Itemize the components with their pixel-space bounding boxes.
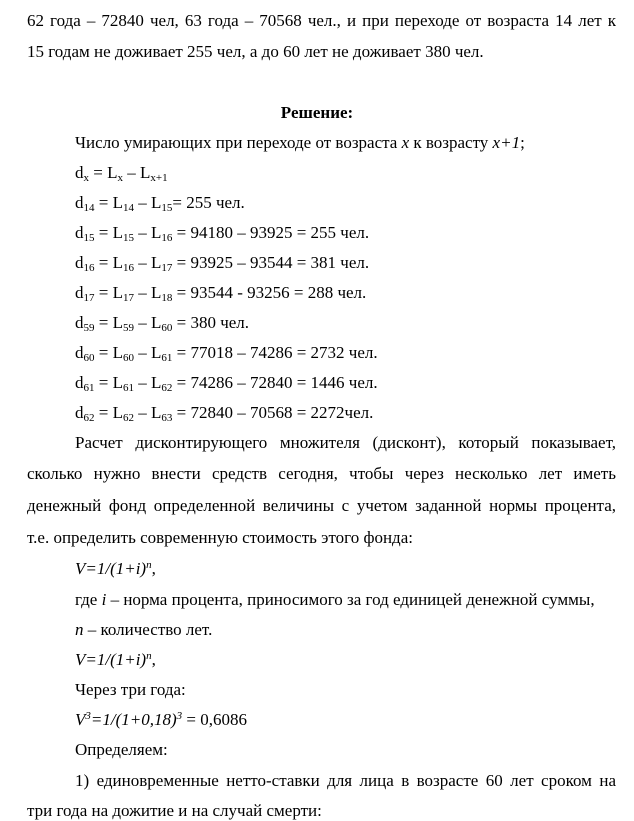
where-n: n – количество лет. (75, 620, 213, 639)
intro-line-1: 62 года – 72840 чел, 63 года – 70568 чел., и при переходе от возраста 14 лет к (27, 11, 616, 30)
v3-formula: $V^3=1/(1+0,18)^3 = 0,6086$ (75, 710, 247, 729)
item-1-line-1: 1) единовременные нетто-ставки для лица в возрасте 60 лет сроком на (75, 771, 616, 790)
formula-d14: $d_{14} = L_{14} - L_{15}= 255$ чел. (75, 193, 245, 214)
v-formula-repeat: $V=1/(1+i)^n$, (75, 650, 156, 669)
formula-d60: $d_{60} = L_{60} - L_{61} = 77018 - 74286 = 2732$ чел. (75, 343, 378, 364)
where-i: где i – норма процента, приносимого за год единицей денежной суммы, (75, 590, 595, 609)
determine-label: Определяем: (75, 740, 168, 759)
dying-definition: Число умирающих при переходе от возраста x к возрасту x+1; (75, 133, 525, 152)
discount-paragraph-line-4: т.е. определить современную стоимость этого фонда: (27, 528, 413, 547)
discount-paragraph-line-1: Расчет дисконтирующего множителя (дисконт), который показывает, (75, 433, 616, 452)
v-formula: $V=1/(1+i)^n$, (75, 559, 156, 578)
formula-d16: $d_{16} = L_{16} - L_{17} = 93925 - 93544 = 381$ чел. (75, 253, 370, 274)
item-1-line-2: три года на дожитие и на случай смерти: (27, 801, 322, 820)
formula-d59: $d_{59} = L_{59} - L_{60} = 380$ чел. (75, 313, 250, 334)
intro-line-2: 15 годам не доживает 255 чел, а до 60 лет не доживает 380 чел. (27, 42, 484, 61)
formula-dx: $d_x = L_x - L_{x+1}$ (75, 163, 168, 184)
formula-d61: $d_{61} = L_{61} - L_{62} = 74286 - 72840 = 1446$ чел. (75, 373, 378, 394)
three-years-label: Через три года: (75, 680, 186, 699)
formula-d17: $d_{17} = L_{17} - L_{18} = 93544 - 93256 = 288$ чел. (75, 283, 367, 304)
formula-d15: $d_{15} = L_{15} - L_{16} = 94180 - 93925 = 255$ чел. (75, 223, 370, 244)
discount-paragraph-line-3: денежный фонд определенной величины с учетом заданной нормы процента, (27, 496, 616, 515)
formula-d62: $d_{62} = L_{62} - L_{63} = 72840 - 70568 = 2272чел$. (75, 403, 374, 424)
discount-paragraph-line-2: сколько нужно внести средств сегодня, чтобы через несколько лет иметь (27, 464, 616, 483)
solution-heading: Решение: (280, 103, 354, 122)
